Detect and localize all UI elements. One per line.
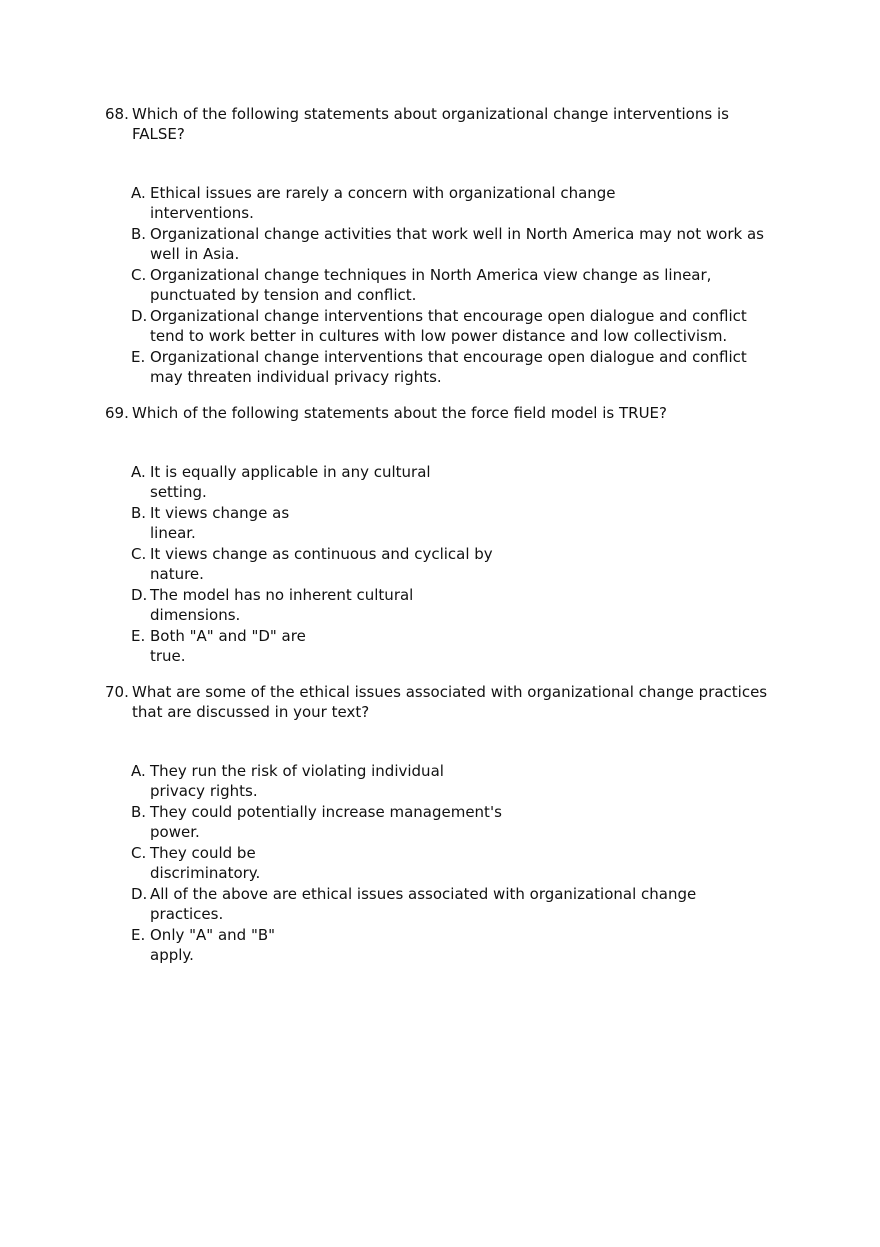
option-letter: C. [131, 844, 147, 862]
option-c [131, 544, 752, 584]
option-list [131, 183, 768, 387]
option-letter: A. [131, 184, 146, 202]
question-stem-row [105, 403, 752, 423]
option-text: Both "A" and "D" are true. [150, 627, 306, 665]
option-text: It is equally applicable in any cultural setting. [150, 463, 431, 501]
option-c [131, 843, 772, 883]
question-68 [105, 104, 768, 388]
option-e [131, 925, 772, 965]
option-list [131, 761, 772, 965]
option-text: They could be discriminatory. [150, 844, 261, 882]
option-letter: B. [131, 504, 147, 522]
option-text: It views change as linear. [150, 504, 290, 542]
option-letter: C. [131, 266, 147, 284]
question-69 [105, 403, 752, 667]
option-a [131, 462, 752, 502]
option-text: They could potentially increase management's power. [150, 803, 502, 841]
option-text: Organizational change interventions that encourage open dialogue and conflict tend to work better in cultures with low power distance and low collectivism. [150, 307, 747, 345]
option-a [131, 183, 768, 223]
option-letter: B. [131, 803, 147, 821]
option-text: The model has no inherent cultural dimensions. [150, 586, 414, 624]
question-70 [105, 682, 772, 966]
option-letter: E. [131, 627, 146, 645]
option-b [131, 503, 752, 543]
option-text: It views change as continuous and cyclical by nature. [150, 545, 493, 583]
option-e [131, 626, 752, 666]
option-text: Organizational change techniques in North America view change as linear, punctuated by tension and conflict. [150, 266, 712, 304]
option-letter: D. [131, 885, 148, 903]
option-b [131, 224, 768, 264]
option-e [131, 347, 768, 387]
option-d [131, 306, 768, 346]
option-letter: E. [131, 926, 146, 944]
option-text: Only "A" and "B" apply. [150, 926, 276, 964]
option-letter: A. [131, 463, 146, 481]
option-letter: E. [131, 348, 146, 366]
question-number: 69. [105, 404, 129, 422]
option-letter: A. [131, 762, 146, 780]
option-b [131, 802, 772, 842]
option-text: Organizational change activities that work well in North America may not work as well in Asia. [150, 225, 764, 263]
option-letter: B. [131, 225, 147, 243]
question-stem-row [105, 682, 772, 722]
option-d [131, 585, 752, 625]
option-letter: D. [131, 307, 148, 325]
question-stem-row [105, 104, 768, 144]
option-a [131, 761, 772, 801]
option-letter: C. [131, 545, 147, 563]
option-text: They run the risk of violating individual privacy rights. [150, 762, 444, 800]
option-d [131, 884, 772, 924]
option-text: Ethical issues are rarely a concern with organizational change interventions. [150, 184, 616, 222]
option-list [131, 462, 752, 666]
question-number: 68. [105, 105, 129, 123]
option-c [131, 265, 768, 305]
question-stem: Which of the following statements about organizational change interventions is FALSE? [132, 105, 729, 143]
option-text: Organizational change interventions that encourage open dialogue and conflict may threaten individual privacy rights. [150, 348, 747, 386]
option-letter: D. [131, 586, 148, 604]
question-number: 70. [105, 683, 129, 701]
question-stem: Which of the following statements about the force field model is TRUE? [132, 404, 667, 422]
option-text: All of the above are ethical issues associated with organizational change practices. [150, 885, 697, 923]
question-stem: What are some of the ethical issues associated with organizational change practices that are discussed in your text? [132, 683, 768, 721]
